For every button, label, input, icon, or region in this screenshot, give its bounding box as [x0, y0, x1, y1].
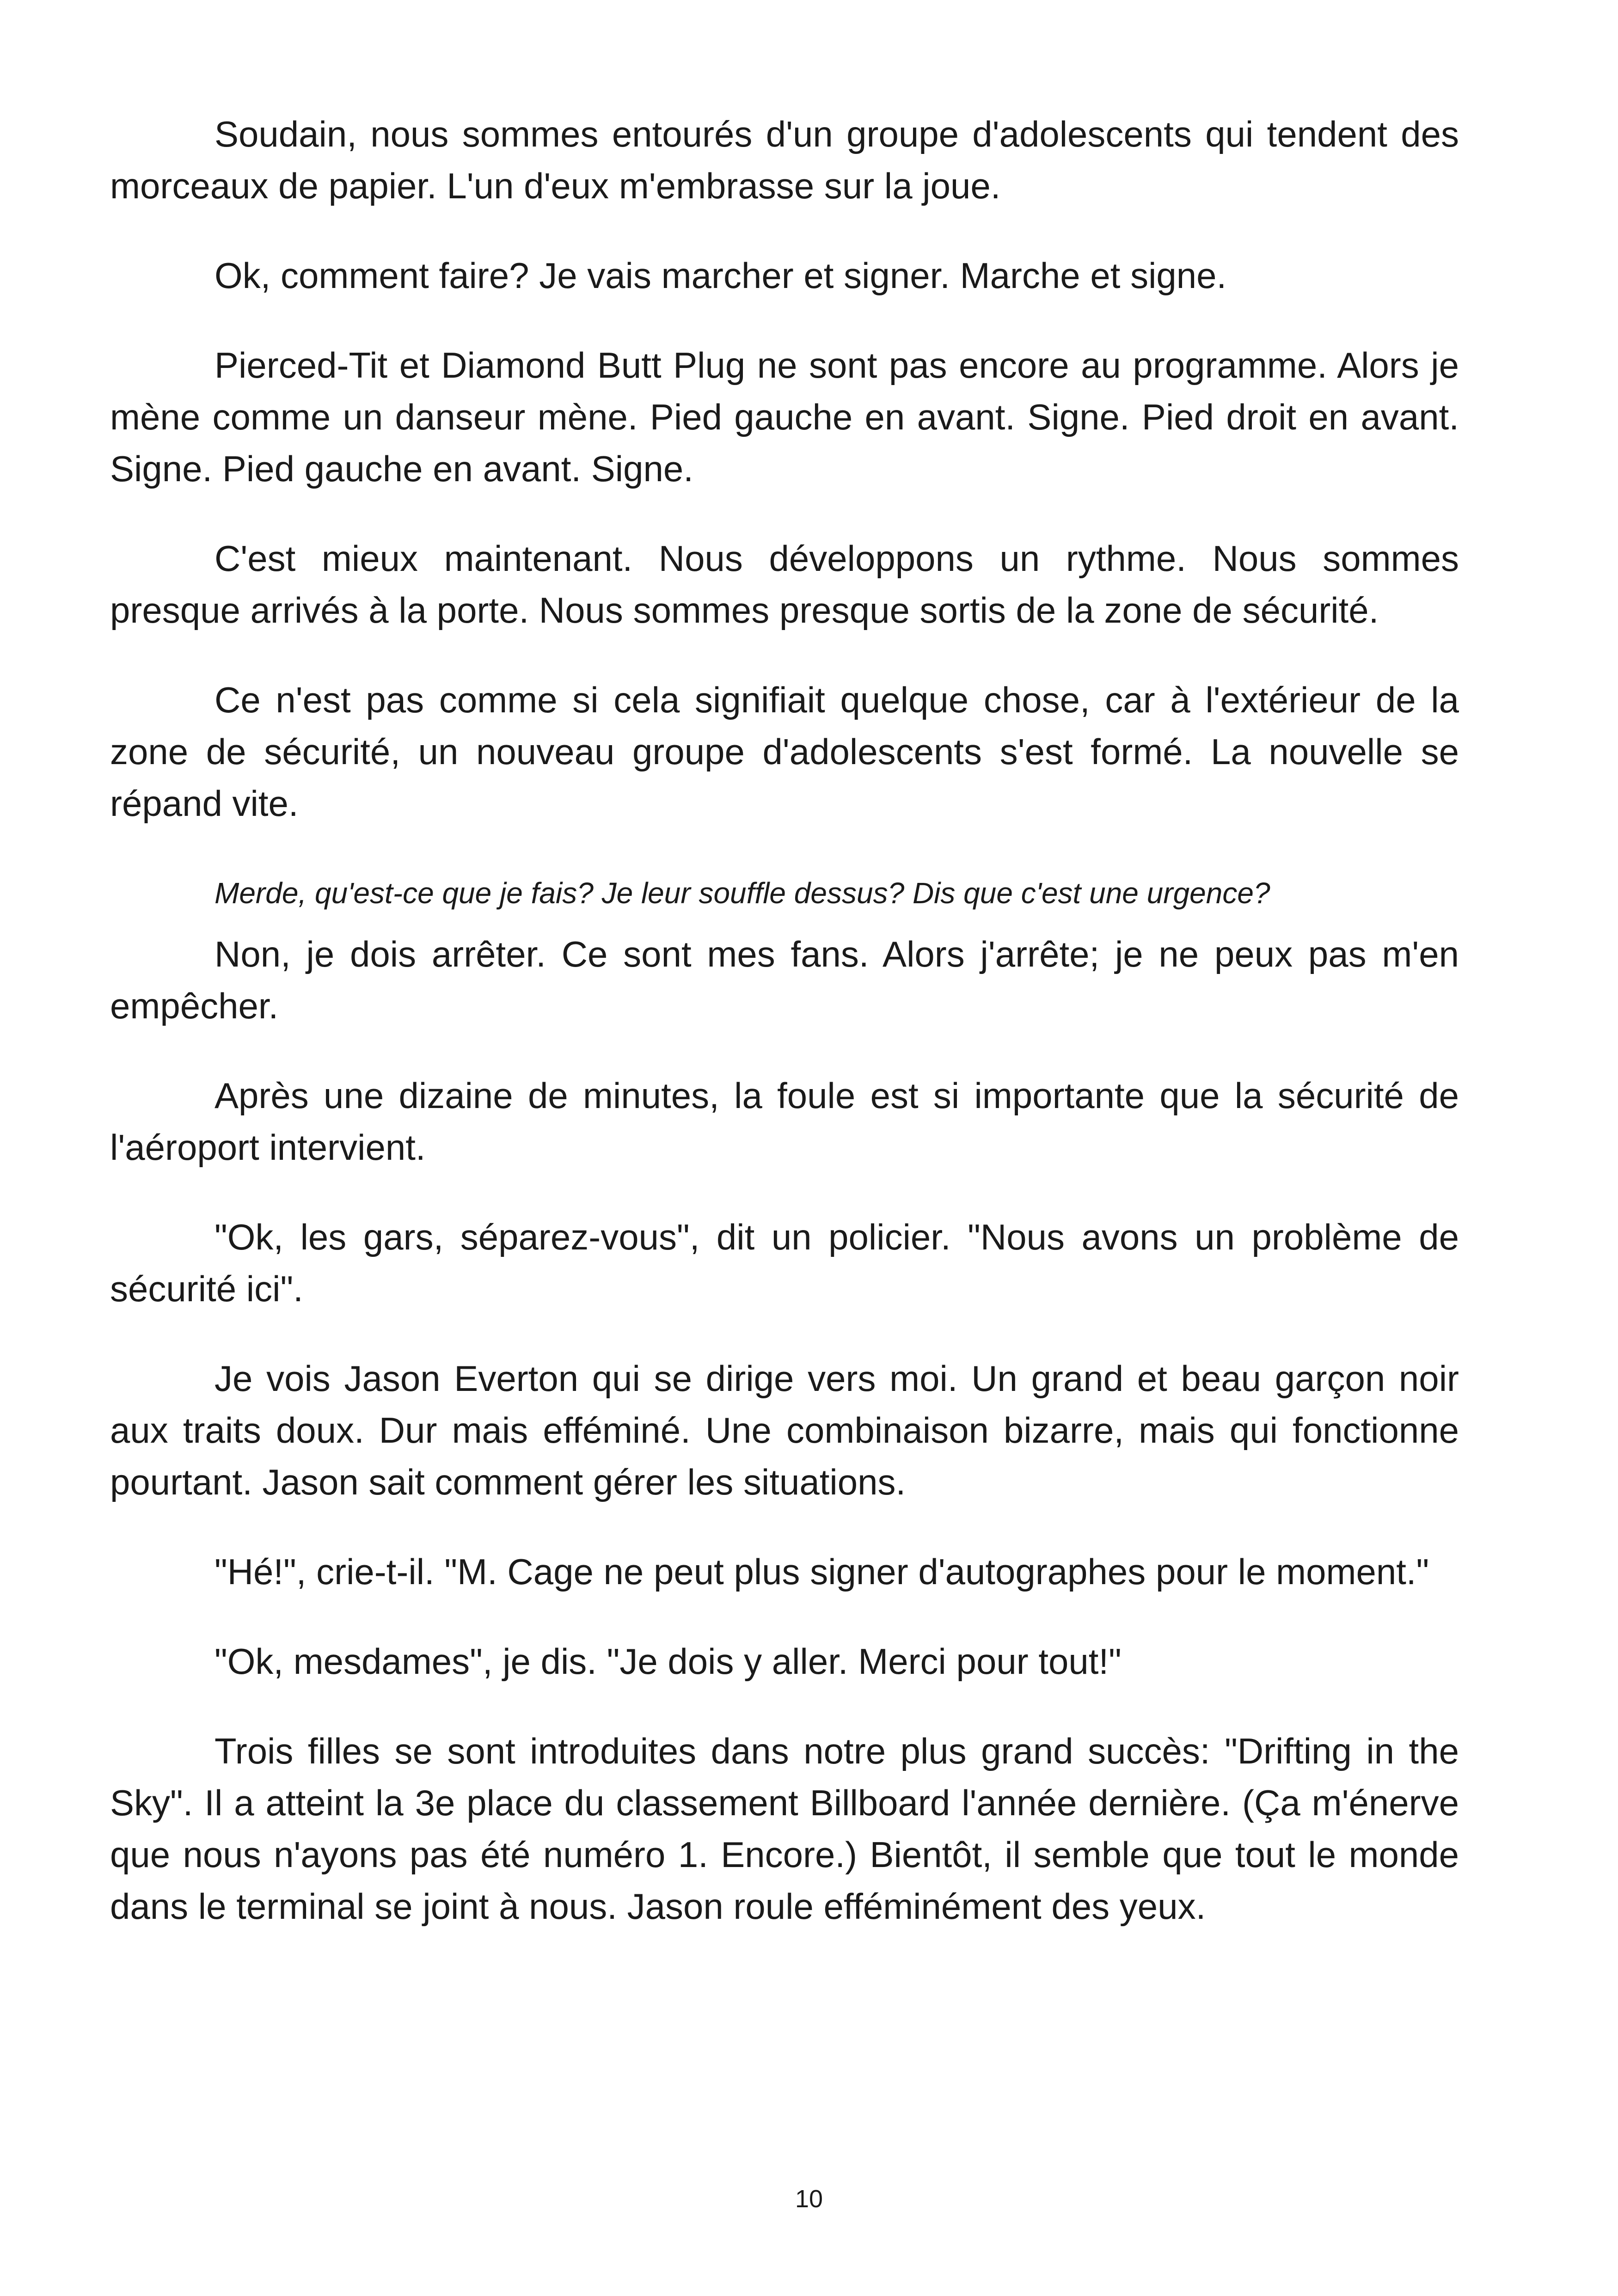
paragraph-10: Je vois Jason Everton qui se dirige vers moi. Un grand et beau garçon noir aux traits doux. Dur mais efféminé. Une combinaison bizarre, mais qui fonctionne pourtant. Jason sait comment gérer les situations.: [110, 1358, 1459, 1502]
paragraph-4: C'est mieux maintenant. Nous développons un rythme. Nous sommes presque arrivés à la porte. Nous sommes presque sortis de la zone de sécurité.: [110, 538, 1459, 631]
italic-thought: Merde, qu'est-ce que je fais? Je leur souffle dessus? Dis que c'est une urgence?: [215, 876, 1270, 910]
paragraph-1: Soudain, nous sommes entourés d'un groupe d'adolescents qui tendent des morceaux de papier. L'un d'eux m'embrasse sur la joue.: [110, 114, 1459, 206]
paragraph-12: "Ok, mesdames", je dis. "Je dois y aller. Merci pour tout!": [215, 1641, 1122, 1682]
paragraph-8: Après une dizaine de minutes, la foule est si importante que la sécurité de l'aéroport intervient.: [110, 1075, 1459, 1168]
paragraph-2: Ok, comment faire? Je vais marcher et signer. Marche et signe.: [215, 255, 1227, 296]
paragraph-5: Ce n'est pas comme si cela signifiait quelque chose, car à l'extérieur de la zone de sécurité, un nouveau groupe d'adolescents s'est formé. La nouvelle se répand vite.: [110, 680, 1459, 824]
text-body: [110, 108, 1459, 1970]
page-number: 10: [795, 2185, 823, 2213]
paragraph-7: Non, je dois arrêter. Ce sont mes fans. Alors j'arrête; je ne peux pas m'en empêcher.: [110, 934, 1459, 1026]
paragraph-11: "Hé!", crie-t-il. "M. Cage ne peut plus signer d'autographes pour le moment.": [215, 1551, 1429, 1592]
paragraph-3: Pierced-Tit et Diamond Butt Plug ne sont pas encore au programme. Alors je mène comme un danseur mène. Pied gauche en avant. Signe. Pied droit en avant. Signe. Pied gauche en avant. Signe.: [110, 345, 1459, 489]
paragraph-9: "Ok, les gars, séparez-vous", dit un policier. "Nous avons un problème de sécurité ici".: [110, 1217, 1459, 1309]
paragraph-13: Trois filles se sont introduites dans notre plus grand succès: "Drifting in the Sky". Il a atteint la 3e place du classement Billboard l'année dernière. (Ça m'énerve que nous n'ayons pas été numéro 1. Encore.) Bientôt, il semble que tout le monde dans le terminal se joint à nous. Jason roule efféminément des yeux.: [110, 1731, 1459, 1927]
